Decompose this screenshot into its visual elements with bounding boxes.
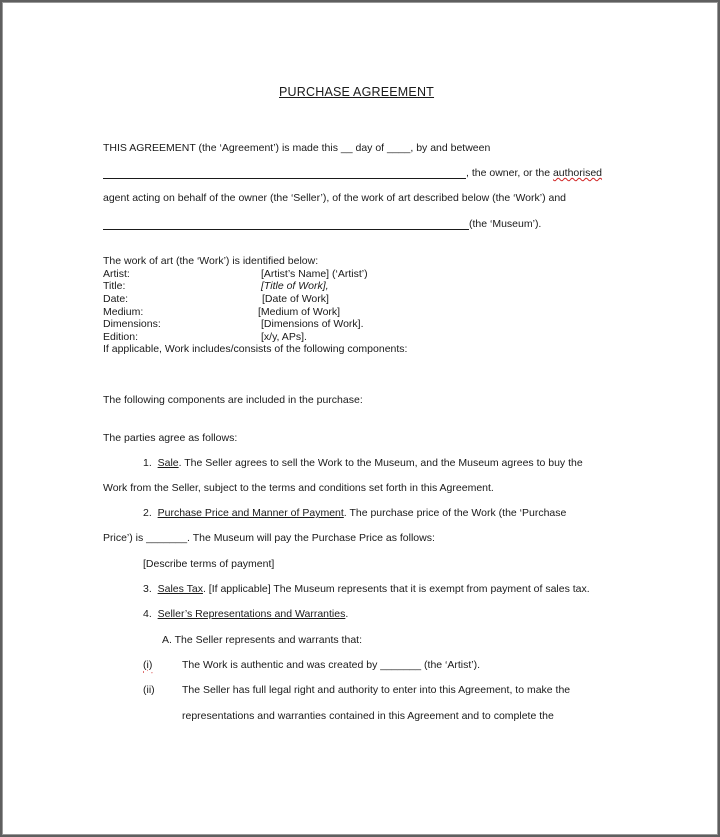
work-field-value-dimensions: [Dimensions of Work]. xyxy=(261,318,364,330)
intro-line-4: (the ‘Museum’). xyxy=(469,218,542,230)
clause-1-text: . The Seller agrees to sell the Work to the Museum, and the Museum agrees to buy the xyxy=(178,457,583,469)
work-field-label-edition: Edition: xyxy=(103,331,139,343)
work-components-note: If applicable, Work includes/consists of the following components: xyxy=(103,343,408,355)
intro-line-2 xyxy=(466,167,602,180)
subclause-i-number: (i) xyxy=(143,659,153,671)
work-field-label-medium: Medium: xyxy=(103,306,144,318)
clause-2-title: Purchase Price and Manner of Payment xyxy=(157,507,344,519)
museum-name-blank xyxy=(103,229,469,230)
intro-line-1: THIS AGREEMENT (the ‘Agreement’) is made this __ day of ____, by and between xyxy=(103,142,491,154)
clause-3-title: Sales Tax xyxy=(157,583,203,595)
clause-4-line-1 xyxy=(143,608,348,621)
clause-2-text: . The purchase price of the Work (the ‘Purchase xyxy=(343,507,567,519)
clause-1-title: Sale xyxy=(157,457,179,469)
work-field-label-artist: Artist: xyxy=(103,268,130,280)
clause-3-number: 3. xyxy=(143,583,152,595)
work-field-label-date: Date: xyxy=(103,293,129,305)
work-field-label-dimensions: Dimensions: xyxy=(103,318,161,330)
clause-4-title: Seller’s Representations and Warranties xyxy=(157,608,346,620)
work-field-value-edition: [x/y, APs]. xyxy=(261,331,307,343)
work-field-value-title: [Title of Work], xyxy=(261,280,329,292)
clause-2-line-3: [Describe terms of payment] xyxy=(143,558,275,570)
clause-4a: A. The Seller represents and warrants that: xyxy=(162,634,362,646)
subclause-ii-text-2: representations and warranties contained in this Agreement and to complete the xyxy=(182,710,554,722)
subclause-i-text: The Work is authentic and was created by _______ (the ‘Artist’). xyxy=(182,659,481,671)
work-intro: The work of art (the ‘Work’) is identified below: xyxy=(103,255,319,267)
clause-3-text: . [If applicable] The Museum represents that it is exempt from payment of sales tax. xyxy=(202,583,590,595)
clause-1-line-2: Work from the Seller, subject to the terms and conditions set forth in this Agreement. xyxy=(103,482,494,494)
intro-line-2-authorised: authorised xyxy=(552,167,603,179)
parties-statement: The parties agree as follows: xyxy=(103,432,238,444)
document-title: PURCHASE AGREEMENT xyxy=(279,85,435,99)
clause-1-line-1 xyxy=(143,457,583,470)
components-purchase: The following components are included in the purchase: xyxy=(103,394,363,406)
intro-line-3: agent acting on behalf of the owner (the ‘Seller’), of the work of art described below (the ‘Work’) and xyxy=(103,192,567,204)
work-field-label-title: Title: xyxy=(103,280,126,292)
seller-name-blank xyxy=(103,178,466,179)
intro-line-2-text: , the owner, or the xyxy=(466,167,553,179)
document-frame xyxy=(2,2,718,835)
work-field-value-artist: [Artist’s Name] (‘Artist’) xyxy=(261,268,368,280)
clause-2-line-1 xyxy=(143,507,566,520)
clause-2-number: 2. xyxy=(143,507,152,519)
clause-3-line-1 xyxy=(143,583,590,596)
work-field-value-medium: [Medium of Work] xyxy=(258,306,341,318)
clause-2-line-2: Price’) is _______. The Museum will pay the Purchase Price as follows: xyxy=(103,532,435,544)
clause-4-dot: . xyxy=(345,608,349,620)
document-page xyxy=(2,2,718,835)
subclause-ii-text-1: The Seller has full legal right and authority to enter into this Agreement, to make the xyxy=(182,684,571,696)
subclause-ii-number: (ii) xyxy=(143,684,155,696)
clause-1-number: 1. xyxy=(143,457,152,469)
clause-4-number: 4. xyxy=(143,608,152,620)
work-field-value-date: [Date of Work] xyxy=(262,293,329,305)
